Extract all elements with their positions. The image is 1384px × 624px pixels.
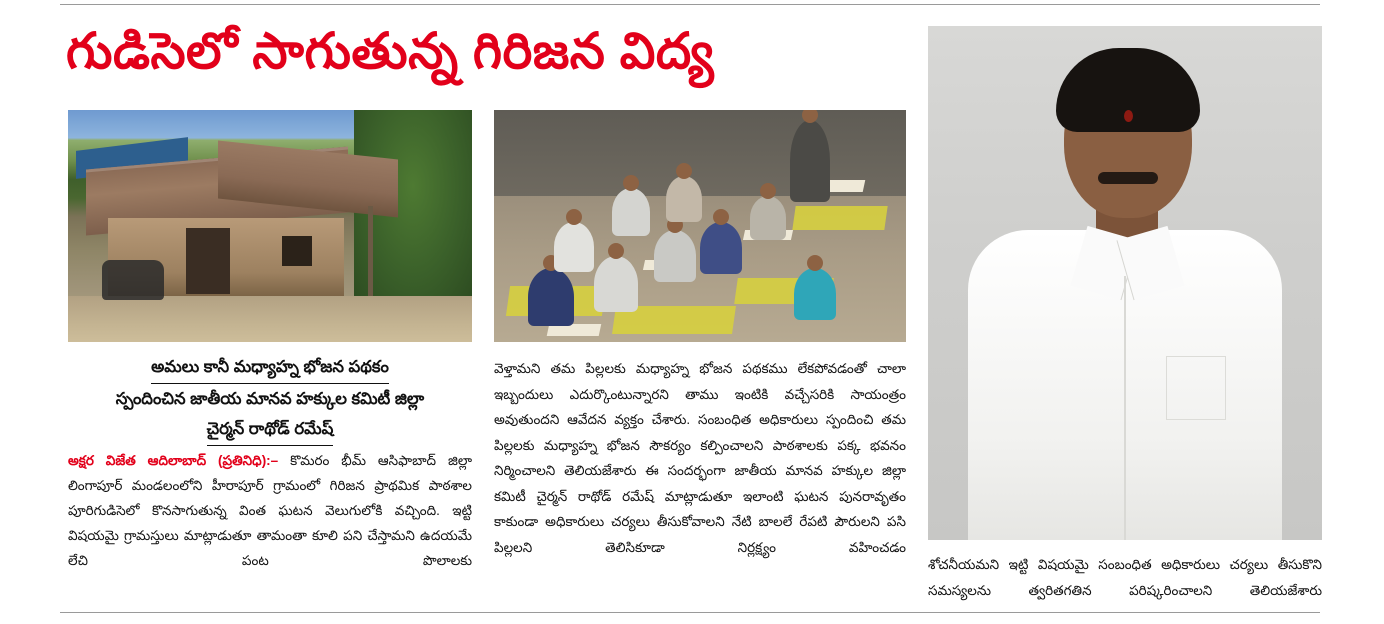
student-decor [554,222,594,272]
hut-door-decor [186,228,230,294]
right-column [928,26,1322,603]
middle-column [494,110,906,560]
article-byline: అక్షర విజేత ఆదిలాబాద్ (ప్రతినిధి):– [68,453,279,468]
moustache-decor [1098,172,1158,184]
top-divider [60,4,1320,5]
shirt-placket-decor [1124,276,1126,540]
left-body-paragraph: కొమరం భీమ్ ఆసిఫాబాద్ జిల్లా లింగాపూర్ మండలంలోని హీరాపూర్ గ్రామంలో గిరిజన ప్రాథమిక పాఠశాల పూరిగుడిసెలో కొనసాగుతున్న వింత ఘటన వెలుగులోకి వచ్చింది. ఇట్టి విషయమై గ్రామస్తులు మాట్లాడుతూ తామంతా కూలి పని చేస్తామని ఉదయమే లేచి పంట పొలాలకు [68,453,472,568]
student-decor [594,256,638,312]
caption-line-1-text: అమలు కానీ మధ్యాహ్న భోజన పథకం [151,352,389,384]
forehead-mark-decor [1124,110,1133,122]
student-decor [612,188,650,236]
floor-mat-decor [792,206,887,230]
ground-decor [68,296,472,342]
caption-line-3 [68,414,472,446]
student-decor [700,222,742,274]
caption-line-1 [68,352,472,384]
left-column [68,110,472,573]
student-decor [666,176,702,222]
right-body-text: శోచనీయమని ఇట్టి విషయమై సంబంధిత అధికారులు చర్యలు తీసుకొని సమస్యలను త్వరితగతిన పరిష్కరించాలని తెలియజేశారు [928,557,1322,598]
bottom-divider [60,612,1320,613]
hut-school-photo [68,110,472,342]
left-body-text [68,448,472,573]
portrait-photo [928,26,1322,540]
teacher-decor [790,120,830,202]
hut-window-decor [282,236,312,266]
caption-line-2: స్పందించిన జాతీయ మానవ హక్కుల కమిటీ జిల్లా [115,390,425,408]
middle-body-text: వెళ్తామని తమ పిల్లలకు మధ్యాహ్న భోజన పథకము లేకపోవడంతో చాలా ఇబ్బందులు ఎదుర్కొంటున్నారని తాము ఇంటికి వచ్చేసరికి సాయంత్రం అవుతుందని ఆవేదన వ్యక్తం చేశారు. సంబంధిత అధికారులు స్పందించి తమ పిల్లలకు మధ్యాహ్న భోజన సౌకర్యం కల్పించాలని పాఠశాలకు పక్క భవనం నిర్మించాలని తెలియజేశారు ఈ సందర్భంగా జాతీయ మానవ హక్కుల జిల్లా కమిటీ చైర్మన్ రాథోడ్ రమేష్ మాట్లాడుతూ ఇలాంటి ఘటన పునరావృతం కాకుండా అధికారులు చర్యలు తీసుకోవాలని నేటి బాలలే రేపటి పౌరులని పసి పిల్లలని తెలిసికూడా నిర్లక్ష్యం వహించడం [494,361,906,555]
hut-pole-decor [368,206,373,302]
motorbike-decor [102,260,164,300]
page-headline: గుడిసెలో సాగుతున్న గిరిజన విద్య [66,23,715,79]
student-decor [654,230,696,282]
student-decor [528,268,574,326]
student-decor [794,268,836,320]
caption-line-3-text: చైర్మన్ రాథోడ్ రమేష్ [207,414,334,446]
classroom-photo [494,110,906,342]
shirt-pocket-decor [1166,356,1226,420]
student-decor [750,196,786,240]
left-caption-block [68,352,472,446]
